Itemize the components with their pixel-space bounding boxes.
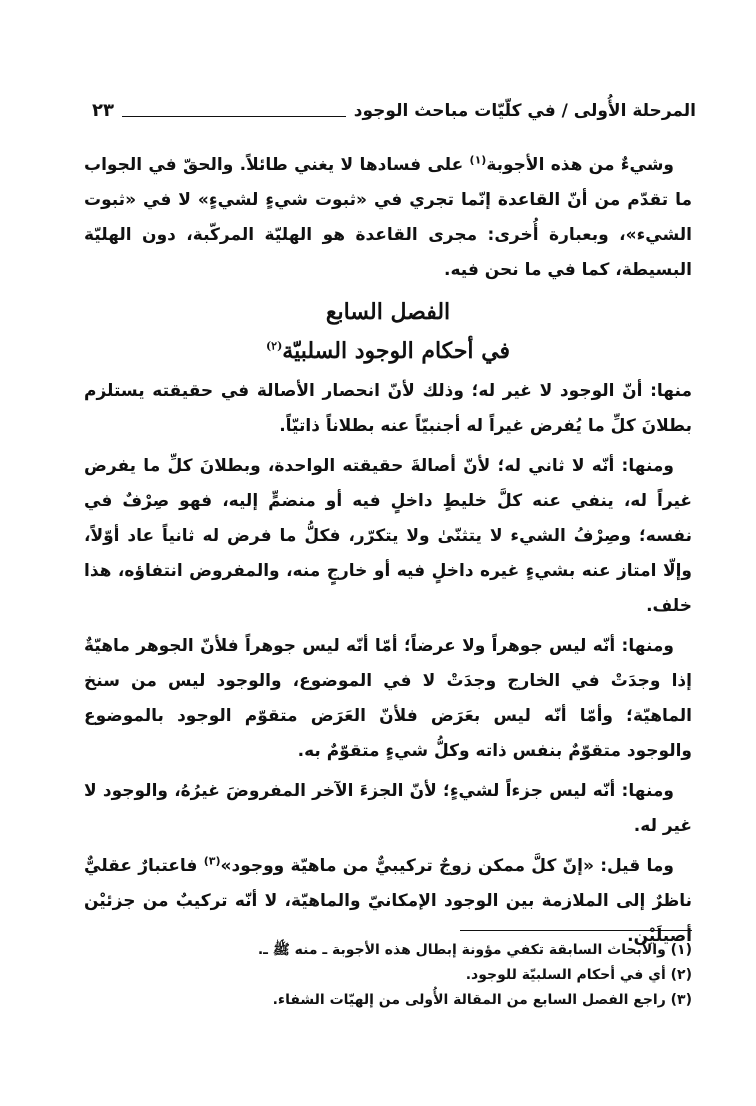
header-rule — [122, 116, 346, 117]
paragraph-intro-text: وشيءٌ من هذه الأجوبة — [486, 155, 674, 175]
footnote-ref-3: (٣) — [203, 854, 221, 868]
paragraph-no-second: ومنها: أنّه لا ثاني له؛ لأنّ أصالةَ حقيقته الواحدة، وبطلانَ كلِّ ما يفرض غيراً له، ينفي عنه كلَّ خليطٍ داخلٍ فيه أو منضمٍّ إليه، فهو صِرْفٌ في نفسه؛ وصِرْفُ الشيء لا يتثنّىٰ ولا يتكرّر، فكلُّ ما فرض له ثانياً عاد أوّلاً، وإلّا امتاز عنه بشيءٍ غيره داخلٍ فيه أو خارجٍ منه، والمفروض انتفاؤه، هذا خلف. — [84, 456, 692, 616]
paragraph-composition-text-2: فاعتبارٌ عقليٌّ ناظرٌ إلى الملازمة بين الوجود الإمكانيّ والماهيّة، لا أنّه تركيبٌ من جزئيْن أصيلَيْن. — [84, 856, 692, 946]
chapter-subtitle-text: في أحكام الوجود السلبيّة — [282, 338, 511, 364]
header-title: المرحلة الأُولى / في كلّيّات مباحث الوجود — [353, 101, 696, 121]
paragraph-intro-text-2: على فسادها لا يغني طائلاً. والحقّ في الجواب ما تقدّم من أنّ القاعدة إنّما تجري في «ثبوت شيءٍ لشيءٍ» لا في «ثبوت الشيء»، وبعبارة أُخرى: مجرى القاعدة هو الهليّة المركّبة، دون الهليّة البسيطة، كما في ما نحن فيه. — [84, 155, 692, 280]
footnote-separator — [460, 930, 692, 931]
running-header — [92, 88, 696, 122]
footnote-ref-1: (١) — [469, 153, 487, 167]
paragraph-composition-text: وما قيل: «إنّ كلَّ ممكن زوجٌ تركيبيٌّ من ماهيّة ووجود» — [220, 856, 675, 876]
paragraph-no-other: منها: أنّ الوجود لا غير له؛ وذلك لأنّ انحصار الأصالة في حقيقته يستلزم بطلانَ كلِّ ما يُفرض غيراً له أجنبيّاً عنه بطلاناً ذاتيّاً. — [84, 381, 692, 436]
main-text — [84, 148, 692, 959]
footnote-2: (٢) أي في أحكام السلبيّة للوجود. — [465, 967, 692, 983]
paragraph-not-substance-accident: ومنها: أنّه ليس جوهراً ولا عرضاً؛ أمّا أنّه ليس جوهراً فلأنّ الجوهر ماهيّةٌ إذا وجدَتْ في الخارج وجدَتْ لا في الموضوع، والوجود ليس من سنخ الماهيّة؛ وأمّا أنّه ليس بعَرَض فلأنّ العَرَض متقوّم الوجود بالموضوع والوجود متقوّمٌ بنفس ذاته وكلُّ شيءٍ متقوّمٌ به. — [84, 636, 692, 761]
footnote-3: (٣) راجع الفصل السابع من المقالة الأُولى من إلهيّات الشفاء. — [272, 992, 692, 1008]
paragraph-not-part: ومنها: أنّه ليس جزءاً لشيءٍ؛ لأنّ الجزءَ الآخر المفروضَ غيرُهُ، والوجود لا غير له. — [84, 781, 692, 836]
footnote-ref-2: (٢) — [265, 339, 283, 353]
chapter-title: الفصل السابع — [325, 299, 451, 325]
chapter-subtitle — [84, 332, 692, 370]
footnotes — [84, 938, 692, 1013]
page-number: ٢٣ — [92, 100, 114, 121]
paragraph-intro — [84, 148, 692, 288]
footnote-1: (١) والأبحاث السابقة تكفي مؤونة إبطال هذه الأجوبة ـ منه ﷺ ـ. — [257, 942, 692, 958]
